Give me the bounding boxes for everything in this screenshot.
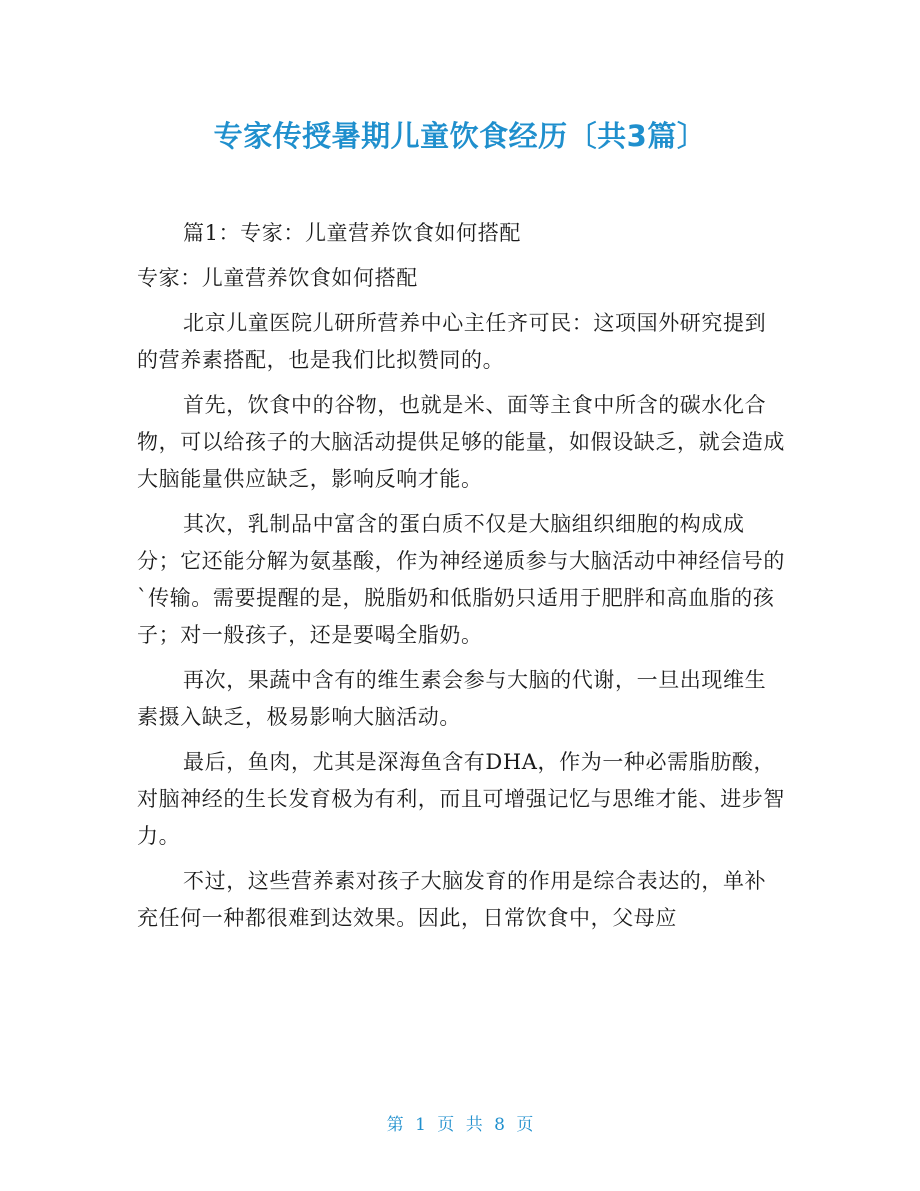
- section-heading: 篇1：专家：儿童营养饮食如何搭配: [183, 221, 521, 245]
- document-body: [137, 215, 785, 945]
- paragraph: 首先，饮食中的谷物，也就是米、面等主食中所含的碳水化合物，可以给孩子的大脑活动提供足够的能量，如假设缺乏，就会造成大脑能量供应缺乏，影响反响才能。: [137, 393, 785, 491]
- paragraph: 北京儿童医院儿研所营养中心主任齐可民：这项国外研究提到的营养素搭配，也是我们比拟赞同的。: [137, 311, 767, 372]
- document-title: 专家传授暑期儿童饮食经历〔共3篇〕: [213, 119, 707, 153]
- paragraph: 其次，乳制品中富含的蛋白质不仅是大脑组织细胞的构成成分；它还能分解为氨基酸，作为神经递质参与大脑活动中神经信号的`传输。需要提醒的是，脱脂奶和低脂奶只适用于肥胖和高血脂的孩子；对一般孩子，还是要喝全脂奶。: [137, 512, 785, 647]
- paragraph: 再次，果蔬中含有的维生素会参与大脑的代谢，一旦出现维生素摄入缺乏，极易影响大脑活动。: [137, 668, 767, 729]
- paragraph: 最后，鱼肉，尤其是深海鱼含有DHA，作为一种必需脂肪酸，对脑神经的生长发育极为有利，而且可增强记忆与思维才能、进步智力。: [137, 750, 785, 848]
- page-footer: 第 1 页 共 8 页: [386, 1115, 534, 1135]
- paragraph: 不过，这些营养素对孩子大脑发育的作用是综合表达的，单补充任何一种都很难到达效果。因此，日常饮食中，父母应: [137, 869, 767, 930]
- subheading: 专家：儿童营养饮食如何搭配: [137, 266, 418, 290]
